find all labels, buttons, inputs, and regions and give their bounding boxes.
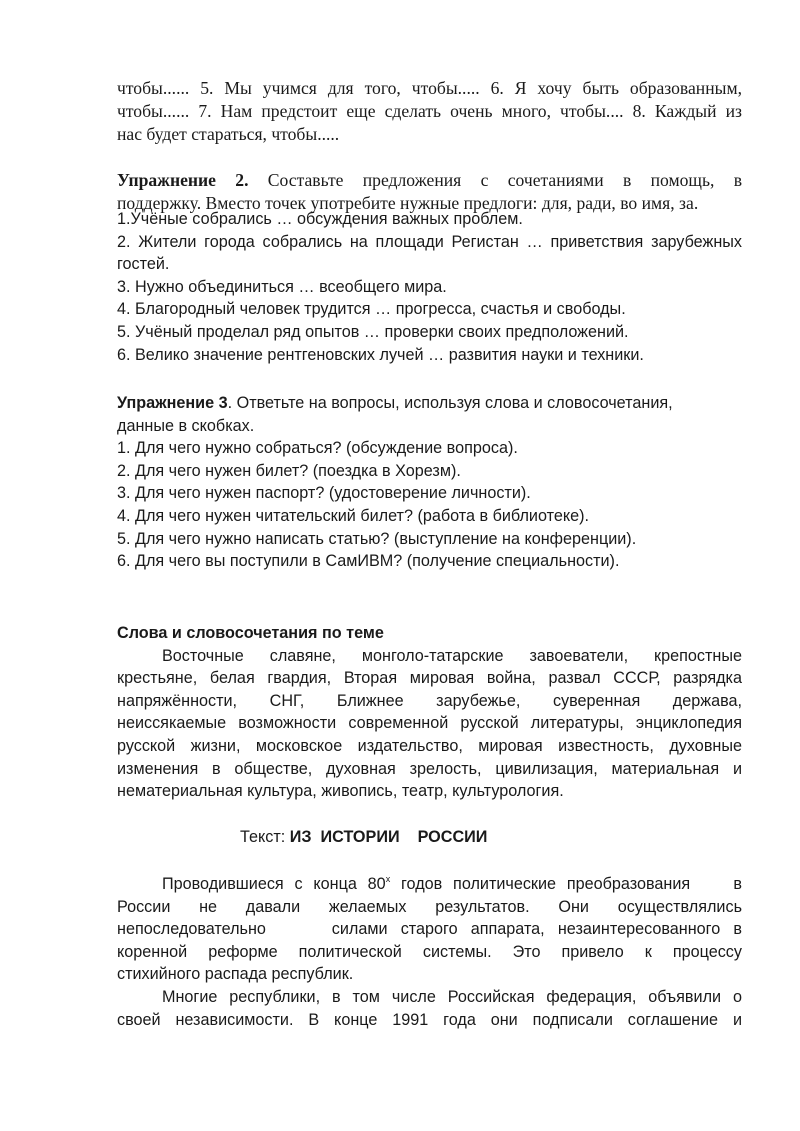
- exercise-2-item: 6. Велико значение рентгеновских лучей … развития науки и техники.: [117, 345, 644, 364]
- exercise-2-item: 2. Жители города собрались на площади Регистан … приветствия зарубежных: [117, 232, 742, 251]
- exercise-2-items: [117, 208, 742, 366]
- vocabulary-line: русской жизни, московское издательство, мировая известность, духовные: [117, 736, 742, 755]
- exercise-3-item: 3. Для чего нужен паспорт? (удостоверение личности).: [117, 484, 531, 503]
- text-heading-title: ИЗ ИСТОРИИ РОССИИ: [289, 828, 488, 846]
- vocabulary-line: напряжённости, СНГ, Ближнее зарубежье, суверенная держава,: [117, 691, 742, 710]
- intro-paragraph: [117, 77, 742, 145]
- exercise-3-item: 2. Для чего нужен билет? (поездка в Хорезм).: [117, 461, 461, 480]
- vocabulary-section: [117, 622, 742, 803]
- superscript: х: [385, 874, 391, 884]
- vocabulary-line: Восточные славяне, монголо-татарские завоеватели, крепостные: [162, 646, 742, 665]
- exercise-2-instruction-line: [117, 169, 742, 192]
- vocabulary-line: неиссякаемые возможности современной русской литературы, энциклопедия: [117, 714, 742, 733]
- exercise-2-instruction-text: Составьте предложения с сочетаниями в помощь, в: [248, 170, 742, 190]
- history-text-line: непоследовательно силами старого аппарата, незаинтересованного в: [117, 920, 742, 939]
- history-text: [117, 873, 742, 1031]
- history-text-fragment: Проводившиеся с конца 80: [162, 875, 386, 893]
- exercise-2-item-continuation: гостей.: [117, 255, 170, 274]
- exercise-3-item: 4. Для чего нужен читательский билет? (работа в библиотеке).: [117, 506, 589, 525]
- exercise-2-title: Упражнение 2.: [117, 170, 249, 190]
- exercise-3-instruction-line: [117, 392, 742, 415]
- vocabulary-line: нематериальная культура, живопись, театр, культурология.: [117, 782, 564, 801]
- history-text-line: стихийного распада республик.: [117, 965, 354, 984]
- text-heading-label: Текст:: [240, 828, 290, 846]
- exercise-3-instruction-text: . Ответьте на вопросы, используя слова и словосочетания,: [227, 394, 673, 412]
- history-text-line: [117, 873, 742, 896]
- exercise-2-item: 1.Учёные собрались … обсуждения важных проблем.: [117, 210, 523, 228]
- vocabulary-line: изменения в обществе, духовная зрелость, цивилизация, материальная и: [117, 759, 742, 778]
- history-text-line: Многие республики, в том числе Российская федерация, объявили о: [162, 987, 742, 1006]
- text-heading: [240, 826, 640, 849]
- exercise-3-title: Упражнение 3: [117, 394, 228, 412]
- vocabulary-title: Слова и словосочетания по теме: [117, 624, 384, 642]
- exercise-3-instruction-line: данные в скобках.: [117, 416, 255, 435]
- intro-line: чтобы...... 7. Нам предстоит еще сделать очень много, чтобы.... 8. Каждый из: [117, 100, 742, 121]
- intro-line: чтобы...... 5. Мы учимся для того, чтобы..... 6. Я хочу быть образованным,: [117, 78, 742, 98]
- history-text-fragment: годов политические преобразования в: [390, 875, 742, 893]
- history-text-line: своей независимости. В конце 1991 года они подписали соглашение и: [117, 1010, 742, 1029]
- vocabulary-line: крестьяне, белая гвардия, Вторая мировая война, развал СССР, разрядка: [117, 669, 742, 688]
- exercise-2-item: 5. Учёный проделал ряд опытов … проверки своих предположений.: [117, 322, 629, 341]
- exercise-2-item: 4. Благородный человек трудится … прогресса, счастья и свободы.: [117, 300, 626, 319]
- history-text-line: коренной реформе политической системы. Это привело к процессу: [117, 942, 742, 961]
- exercise-3-item: 1. Для чего нужно собраться? (обсуждение вопроса).: [117, 439, 518, 458]
- exercise-3: [117, 392, 742, 573]
- intro-line: нас будет стараться, чтобы.....: [117, 123, 340, 144]
- exercise-2-instruction-line: поддержку. Вместо точек употребите нужные предлоги: для, ради, во имя, за.: [117, 192, 699, 213]
- exercise-2-item: 3. Нужно объединиться … всеобщего мира.: [117, 277, 447, 296]
- history-text-line: России не давали желаемых результатов. Они осуществлялись: [117, 897, 742, 916]
- exercise-3-item: 5. Для чего нужно написать статью? (выступление на конференции).: [117, 529, 637, 548]
- exercise-3-item: 6. Для чего вы поступили в СамИВМ? (получение специальности).: [117, 552, 620, 571]
